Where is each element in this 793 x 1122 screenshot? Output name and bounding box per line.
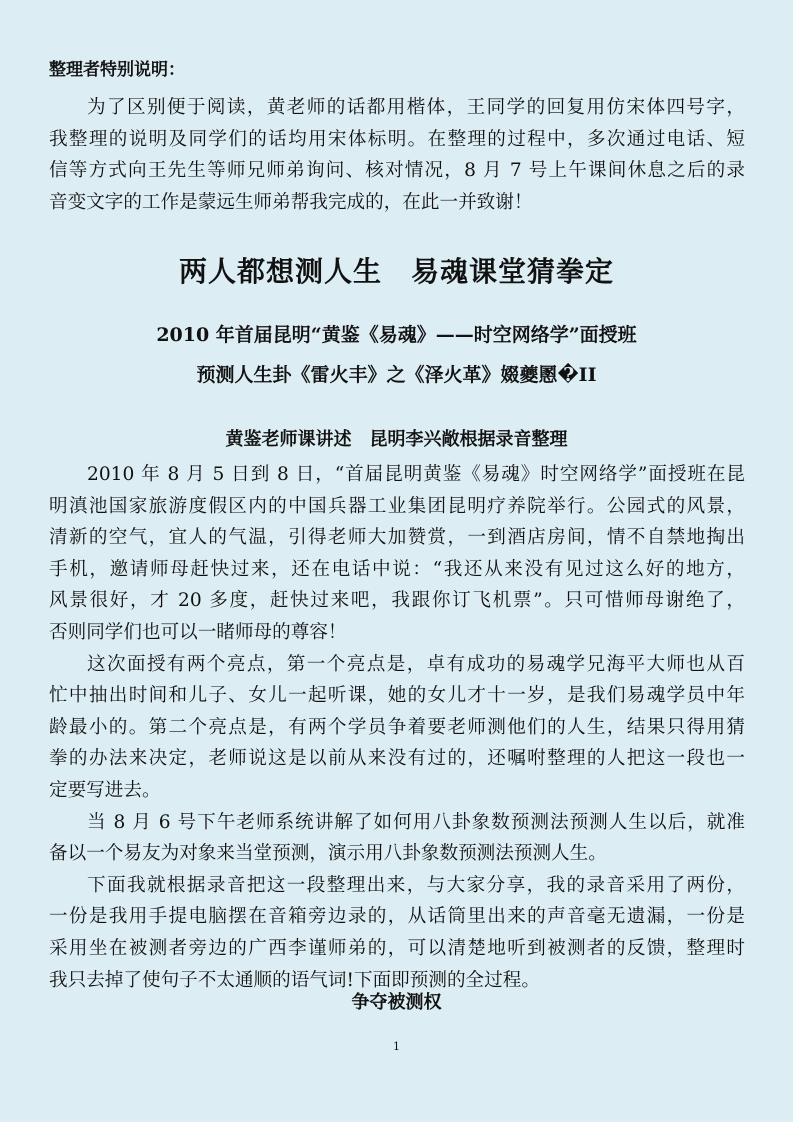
text-line: 拳的办法来决定，老师说这是以前从来没有过的，还嘱咐整理的人把这一段也一 [49,748,745,770]
text-line: 为了区别便于阅读，黄老师的话都用楷体，王同学的回复用仿宋体四号字， [87,97,745,118]
text-line: 手机，邀请师母赶快过来，还在电话中说：“我还从来没有见过这么好的地方， [49,558,745,580]
body-text [49,459,745,996]
page-number: 1 [393,1040,400,1053]
paragraph [49,870,745,996]
paragraph [49,92,745,218]
text-line: 清新的空气，宜人的气温，引得老师大加赞赏，一到酒店房间，情不自禁地掏出 [49,527,745,549]
text-line: 一份是我用手提电脑摆在音箱旁边录的，从话筒里出来的声音毫无遗漏，一份是 [49,906,745,928]
paragraph [49,649,745,807]
text-line: 我只去掉了使句子不太通顺的语气词!下面即预测的全过程。 [49,969,540,991]
text-line: 信等方式向王先生等师兄师弟询问、核对情况，8 月 7 号上午课间休息之后的录 [49,160,745,182]
text-line: 采用坐在被测者旁边的广西李谨师弟的，可以清楚地听到被测者的反馈，整理时 [49,937,745,959]
text-line: 明滇池国家旅游度假区内的中国兵器工业集团昆明疗养院举行。公园式的风景， [49,495,745,517]
page-title: 两人都想测人生 易魂课堂猜拳定 [178,255,614,288]
author-line: 黄鉴老师课讲述 昆明李兴敞根据录音整理 [225,429,568,450]
text-line: 下面我就根据录音把这一段整理出来，与大家分享，我的录音采用了两份， [87,874,745,896]
paragraph [49,459,745,649]
text-line: 这次面授有两个亮点，第一个亮点是，卓有成功的易魂学兄海平大师也从百 [87,653,745,675]
text-line: 当 8 月 6 号下午老师系统讲解了如何用八卦象数预测法预测人生以后，就准 [87,811,745,833]
paragraph [49,807,745,870]
note-paragraph [49,92,745,218]
subtitle-hexagram: 预测人生卦《雷火丰》之《泽火革》娺夔慁�II [196,364,597,386]
text-line: 忙中抽出时间和儿子、女儿一起听课，她的女儿才十一岁，是我们易魂学员中年 [49,685,745,707]
text-line: 备以一个易友为对象来当堂预测，演示用八卦象数预测法预测人生。 [49,843,607,865]
text-line: 2010 年 8 月 5 日到 8 日，“首届昆明黄鉴《易魂》时空网络学”面授班在昆 [87,464,745,485]
text-line: 定要写进去。 [49,779,161,801]
text-line: 音变文字的工作是蒙远生师弟帮我完成的，在此一并致谢！ [49,191,533,213]
section-heading: 争夺被测权 [351,992,442,1013]
note-heading: 整理者特别说明： [49,60,185,80]
text-line: 我整理的说明及同学们的话均用宋体标明。在整理的过程中，多次通过电话、短 [49,128,745,150]
text-line: 否则同学们也可以一睹师母的尊容！ [49,621,347,643]
subtitle-course: 2010 年首届昆明“黄鉴《易魂》——时空网络学”面授班 [156,324,637,346]
text-line: 风景很好，才 20 多度，赶快过来吧，我跟你订飞机票”。只可惜师母谢绝了， [49,590,745,612]
text-line: 龄最小的。第二个亮点是，有两个学员争着要老师测他们的人生，结果只得用猜 [49,716,745,738]
